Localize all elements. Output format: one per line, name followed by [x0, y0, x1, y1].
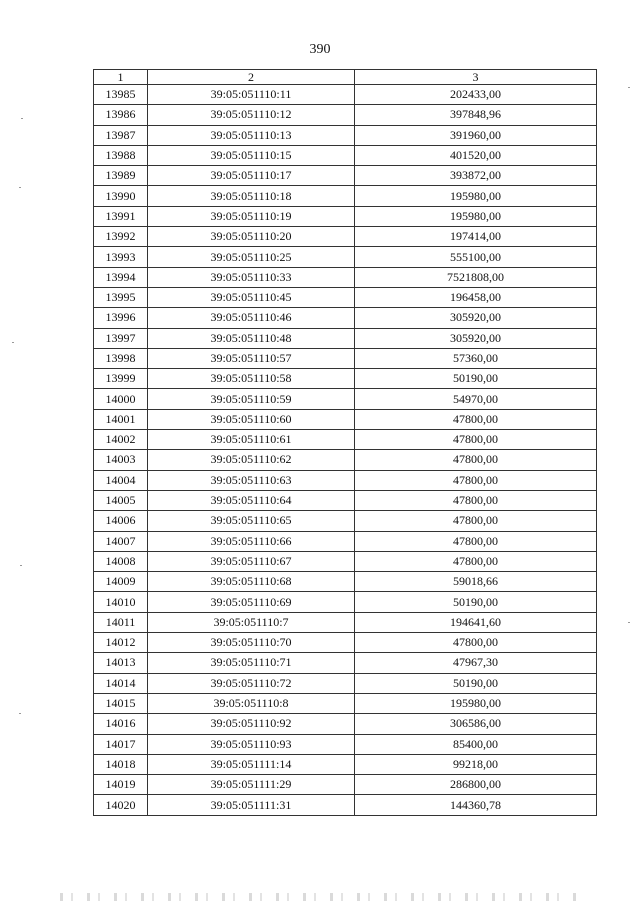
cadastral-value-cell: 397848,96: [355, 105, 597, 125]
cadastral-value-cell: 305920,00: [355, 308, 597, 328]
row-number-cell: 13986: [94, 105, 148, 125]
cadastral-number-cell: 39:05:051110:18: [148, 186, 355, 206]
cadastral-number-cell: 39:05:051110:68: [148, 572, 355, 592]
scan-speck: [628, 622, 630, 623]
cadastral-value-cell: 47800,00: [355, 551, 597, 571]
row-number-cell: 14014: [94, 673, 148, 693]
cadastral-number-cell: 39:05:051110:46: [148, 308, 355, 328]
cadastral-number-cell: 39:05:051110:13: [148, 125, 355, 145]
row-number-cell: 14008: [94, 551, 148, 571]
cadastral-value-cell: 47800,00: [355, 633, 597, 653]
row-number-cell: 13995: [94, 287, 148, 307]
table-header-row: [94, 70, 597, 85]
column-header-number: 1: [94, 70, 148, 85]
cadastral-number-cell: 39:05:051110:11: [148, 85, 355, 105]
table-row: [94, 551, 597, 571]
cadastral-number-cell: 39:05:051110:69: [148, 592, 355, 612]
cadastral-number-cell: 39:05:051110:45: [148, 287, 355, 307]
cadastral-value-cell: 47800,00: [355, 490, 597, 510]
cadastral-value-cell: 555100,00: [355, 247, 597, 267]
cadastral-number-cell: 39:05:051110:48: [148, 328, 355, 348]
scan-speck: [628, 87, 630, 88]
row-number-cell: 13991: [94, 206, 148, 226]
table-row: [94, 511, 597, 531]
cadastral-number-cell: 39:05:051110:60: [148, 409, 355, 429]
row-number-cell: 13988: [94, 145, 148, 165]
cadastral-value-cell: 144360,78: [355, 795, 597, 815]
cadastral-number-cell: 39:05:051110:57: [148, 348, 355, 368]
row-number-cell: 14001: [94, 409, 148, 429]
table-row: [94, 247, 597, 267]
cadastral-number-cell: 39:05:051110:15: [148, 145, 355, 165]
table-row: [94, 287, 597, 307]
cadastral-number-cell: 39:05:051110:67: [148, 551, 355, 571]
table-row: [94, 693, 597, 713]
row-number-cell: 14004: [94, 470, 148, 490]
table-row: [94, 734, 597, 754]
cadastral-value-cell: 286800,00: [355, 775, 597, 795]
cadastral-number-cell: 39:05:051110:61: [148, 430, 355, 450]
scan-noise-strip: [60, 893, 580, 901]
row-number-cell: 13985: [94, 85, 148, 105]
row-number-cell: 13992: [94, 227, 148, 247]
table-row: [94, 308, 597, 328]
table-row: [94, 389, 597, 409]
table-row: [94, 267, 597, 287]
cadastral-number-cell: 39:05:051110:59: [148, 389, 355, 409]
scan-speck: [19, 187, 21, 188]
cadastral-value-cell: 47800,00: [355, 470, 597, 490]
row-number-cell: 14011: [94, 612, 148, 632]
cadastral-value-cell: 306586,00: [355, 714, 597, 734]
cadastral-number-cell: 39:05:051110:58: [148, 369, 355, 389]
table-row: [94, 572, 597, 592]
row-number-cell: 14018: [94, 754, 148, 774]
table-row: [94, 430, 597, 450]
table-row: [94, 125, 597, 145]
table-row: [94, 470, 597, 490]
row-number-cell: 14017: [94, 734, 148, 754]
table-row: [94, 186, 597, 206]
row-number-cell: 14005: [94, 490, 148, 510]
cadastral-number-cell: 39:05:051110:70: [148, 633, 355, 653]
row-number-cell: 13999: [94, 369, 148, 389]
row-number-cell: 14006: [94, 511, 148, 531]
cadastral-value-cell: 194641,60: [355, 612, 597, 632]
cadastral-value-cell: 196458,00: [355, 287, 597, 307]
row-number-cell: 14012: [94, 633, 148, 653]
row-number-cell: 14016: [94, 714, 148, 734]
table-row: [94, 409, 597, 429]
cadastral-value-cell: 195980,00: [355, 186, 597, 206]
cadastral-number-cell: 39:05:051110:71: [148, 653, 355, 673]
row-number-cell: 13990: [94, 186, 148, 206]
cadastral-value-cell: 401520,00: [355, 145, 597, 165]
cadastral-value-cell: 197414,00: [355, 227, 597, 247]
row-number-cell: 14019: [94, 775, 148, 795]
table-row: [94, 531, 597, 551]
row-number-cell: 14010: [94, 592, 148, 612]
table-body: [94, 85, 597, 816]
cadastral-number-cell: 39:05:051110:72: [148, 673, 355, 693]
cadastral-number-cell: 39:05:051111:14: [148, 754, 355, 774]
row-number-cell: 14007: [94, 531, 148, 551]
table-row: [94, 206, 597, 226]
cadastral-value-cell: 47800,00: [355, 430, 597, 450]
row-number-cell: 14015: [94, 693, 148, 713]
cadastral-value-table: [93, 69, 597, 816]
table-row: [94, 592, 597, 612]
cadastral-number-cell: 39:05:051110:62: [148, 450, 355, 470]
cadastral-number-cell: 39:05:051110:25: [148, 247, 355, 267]
table-row: [94, 85, 597, 105]
table-row: [94, 105, 597, 125]
table-row: [94, 754, 597, 774]
table-row: [94, 612, 597, 632]
cadastral-value-cell: 391960,00: [355, 125, 597, 145]
cadastral-number-cell: 39:05:051110:20: [148, 227, 355, 247]
table-row: [94, 166, 597, 186]
table-row: [94, 490, 597, 510]
cadastral-number-cell: 39:05:051110:19: [148, 206, 355, 226]
cadastral-number-cell: 39:05:051110:93: [148, 734, 355, 754]
table-row: [94, 795, 597, 815]
table-row: [94, 450, 597, 470]
cadastral-number-cell: 39:05:051110:63: [148, 470, 355, 490]
cadastral-value-cell: 54970,00: [355, 389, 597, 409]
cadastral-value-cell: 59018,66: [355, 572, 597, 592]
cadastral-value-cell: 393872,00: [355, 166, 597, 186]
cadastral-number-cell: 39:05:051110:33: [148, 267, 355, 287]
cadastral-value-cell: 47800,00: [355, 409, 597, 429]
column-header-cadastral-number: 2: [148, 70, 355, 85]
table-row: [94, 653, 597, 673]
cadastral-number-cell: 39:05:051110:64: [148, 490, 355, 510]
row-number-cell: 13994: [94, 267, 148, 287]
cadastral-number-cell: 39:05:051110:66: [148, 531, 355, 551]
cadastral-number-cell: 39:05:051110:8: [148, 693, 355, 713]
table-row: [94, 227, 597, 247]
row-number-cell: 14009: [94, 572, 148, 592]
row-number-cell: 14013: [94, 653, 148, 673]
row-number-cell: 13998: [94, 348, 148, 368]
table-row: [94, 369, 597, 389]
cadastral-value-cell: 47967,30: [355, 653, 597, 673]
row-number-cell: 13989: [94, 166, 148, 186]
cadastral-number-cell: 39:05:051110:12: [148, 105, 355, 125]
cadastral-value-cell: 47800,00: [355, 450, 597, 470]
row-number-cell: 13997: [94, 328, 148, 348]
table-row: [94, 775, 597, 795]
scan-speck: [21, 118, 23, 119]
row-number-cell: 13987: [94, 125, 148, 145]
row-number-cell: 14020: [94, 795, 148, 815]
row-number-cell: 14000: [94, 389, 148, 409]
cadastral-value-cell: 195980,00: [355, 693, 597, 713]
column-header-value: 3: [355, 70, 597, 85]
cadastral-number-cell: 39:05:051110:65: [148, 511, 355, 531]
row-number-cell: 14003: [94, 450, 148, 470]
cadastral-value-cell: 50190,00: [355, 592, 597, 612]
cadastral-number-cell: 39:05:051110:7: [148, 612, 355, 632]
table-row: [94, 673, 597, 693]
table-row: [94, 633, 597, 653]
cadastral-value-cell: 85400,00: [355, 734, 597, 754]
page-number: 390: [309, 42, 331, 57]
cadastral-number-cell: 39:05:051110:92: [148, 714, 355, 734]
cadastral-value-cell: 47800,00: [355, 511, 597, 531]
table-row: [94, 145, 597, 165]
cadastral-value-cell: 47800,00: [355, 531, 597, 551]
row-number-cell: 13993: [94, 247, 148, 267]
cadastral-value-cell: 50190,00: [355, 673, 597, 693]
cadastral-value-cell: 99218,00: [355, 754, 597, 774]
table-row: [94, 714, 597, 734]
cadastral-value-cell: 305920,00: [355, 328, 597, 348]
cadastral-value-cell: 195980,00: [355, 206, 597, 226]
row-number-cell: 14002: [94, 430, 148, 450]
cadastral-value-cell: 50190,00: [355, 369, 597, 389]
table-row: [94, 328, 597, 348]
table-row: [94, 348, 597, 368]
scan-speck: [12, 342, 14, 343]
scan-speck: [20, 565, 22, 566]
cadastral-value-cell: 57360,00: [355, 348, 597, 368]
scan-speck: [19, 713, 21, 714]
cadastral-number-cell: 39:05:051111:31: [148, 795, 355, 815]
row-number-cell: 13996: [94, 308, 148, 328]
cadastral-number-cell: 39:05:051111:29: [148, 775, 355, 795]
cadastral-value-cell: 202433,00: [355, 85, 597, 105]
cadastral-value-cell: 7521808,00: [355, 267, 597, 287]
cadastral-number-cell: 39:05:051110:17: [148, 166, 355, 186]
